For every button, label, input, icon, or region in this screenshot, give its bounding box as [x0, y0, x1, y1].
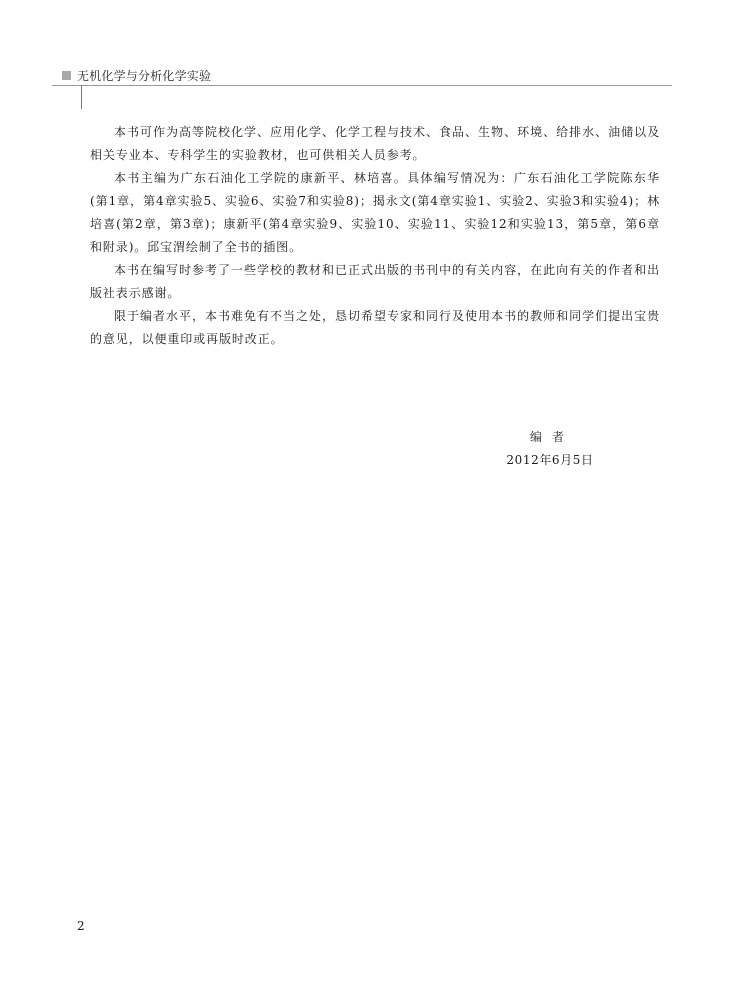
paragraph-apology: 限于编者水平，本书难免有不当之处，恳切希望专家和同行及使用本书的教师和同学们提出宝贵的意见，以便重印或再版时改正。: [90, 309, 660, 346]
paragraph-authors: 本书主编为广东石油化工学院的康新平、林培喜。具体编写情况为：广东石油化工学院陈东华(第1章，第4章实验5、实验6、实验7和实验8)；揭永文(第4章实验1、实验2、实验3和实验4)；林培喜(第2章，第3章)；康新平(第4章实验9、实验10、实验11、实验12和实验13，第5章，第6章和附录)。邱宝渭绘制了全书的插图。: [90, 171, 660, 254]
header-square-icon: [62, 71, 71, 80]
header-rule: [52, 85, 672, 86]
paragraph-usage: 本书可作为高等院校化学、应用化学、化学工程与技术、食品、生物、环境、给排水、油储以及相关专业本、专科学生的实验教材，也可供相关人员参考。: [90, 125, 660, 162]
signature-date: 2012年6月5日: [506, 453, 594, 467]
paragraph-acknowledgement: 本书在编写时参考了一些学校的教材和已正式出版的书刊中的有关内容，在此向有关的作者和出版社表示感谢。: [90, 263, 660, 300]
preface-body: [90, 121, 660, 351]
header-title: 无机化学与分析化学实验: [77, 69, 212, 83]
header-tick-mark: [81, 85, 82, 109]
signature-block: [500, 426, 600, 472]
page-number: 2: [77, 919, 85, 933]
signer: 编者: [529, 430, 574, 444]
